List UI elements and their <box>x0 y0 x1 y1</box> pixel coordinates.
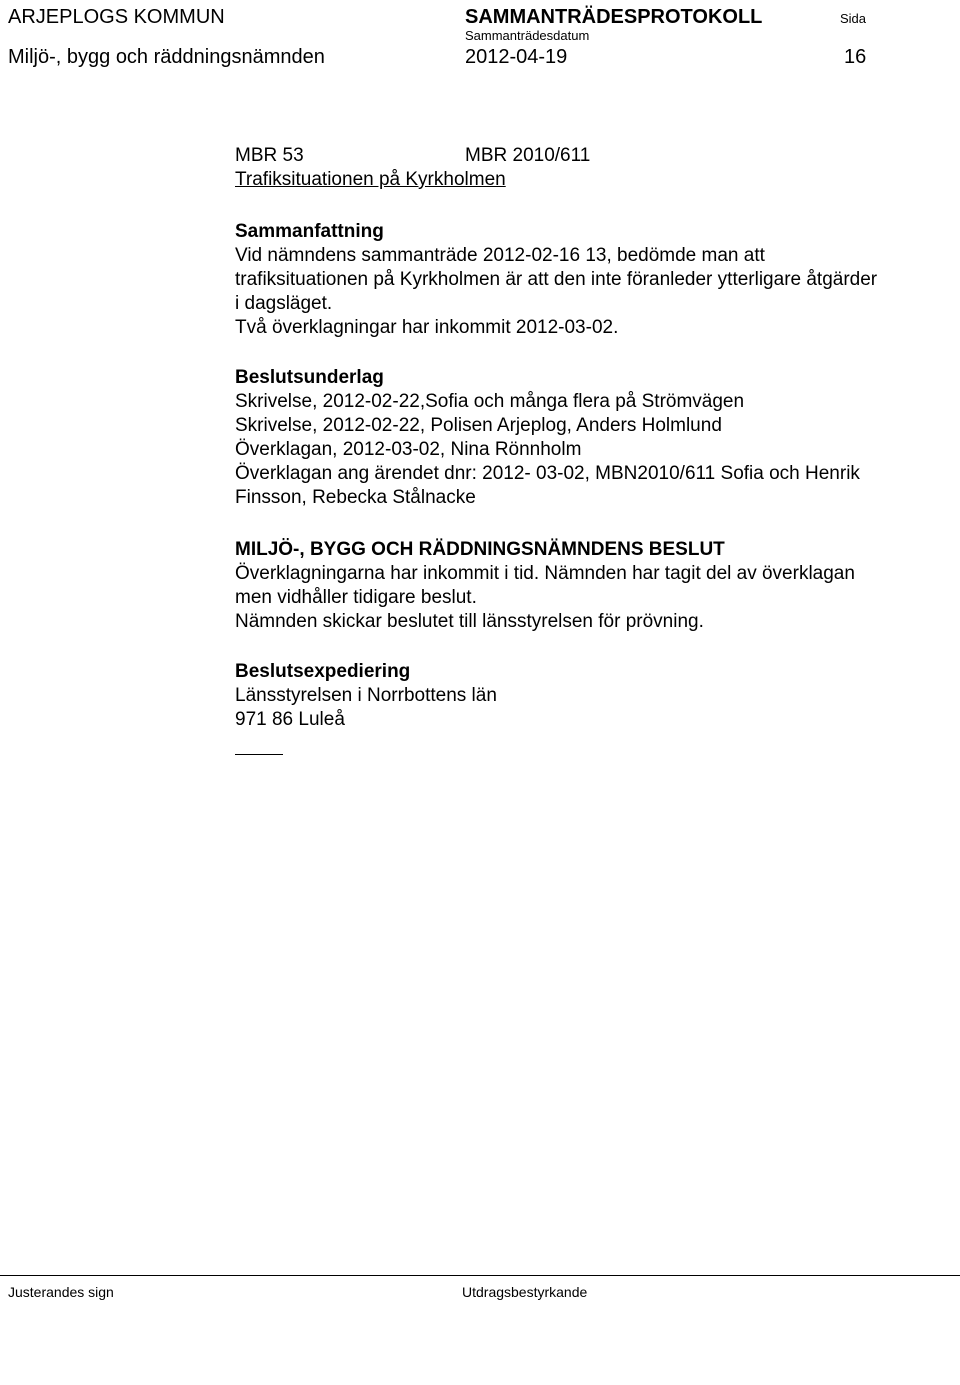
footer-divider <box>0 1275 960 1276</box>
case-title: Trafiksituationen på Kyrkholmen <box>235 169 506 190</box>
date-label: Sammanträdesdatum <box>465 28 590 43</box>
summary-section <box>235 220 945 340</box>
page-label: Sida <box>840 11 867 26</box>
dispatch-heading: Beslutsexpediering <box>235 661 411 682</box>
committee-name: Miljö-, bygg och räddningsnämnden <box>8 46 325 68</box>
decision-section <box>235 538 945 634</box>
page-number: 16 <box>844 46 867 68</box>
municipality-name: ARJEPLOGS KOMMUN <box>8 6 225 28</box>
end-separator <box>235 754 283 755</box>
case-block <box>235 144 945 192</box>
summary-line: Vid nämndens sammanträde 2012-02-16 13, bedömde man att <box>235 245 765 266</box>
document-type: SAMMANTRÄDESPROTOKOLL <box>465 6 763 28</box>
decision-line: Överklagningarna har inkommit i tid. Nämnden har tagit del av överklagan <box>235 563 855 584</box>
footer-justification-signature: Justerandes sign <box>8 1284 114 1300</box>
summary-line: trafiksituationen på Kyrkholmen är att den inte föranleder ytterligare åtgärder <box>235 269 878 290</box>
basis-line: Skrivelse, 2012-02-22,Sofia och många flera på Strömvägen <box>235 391 745 412</box>
basis-section <box>235 366 945 510</box>
footer-extract-certification: Utdragsbestyrkande <box>462 1284 588 1300</box>
summary-heading: Sammanfattning <box>235 221 384 242</box>
basis-line: Överklagan ang ärendet dnr: 2012- 03-02, MBN2010/611 Sofia och Henrik <box>235 463 860 484</box>
basis-line: Skrivelse, 2012-02-22, Polisen Arjeplog, Anders Holmlund <box>235 415 722 436</box>
summary-line: Två överklagningar har inkommit 2012-03-02. <box>235 317 619 338</box>
basis-line: Finsson, Rebecka Stålnacke <box>235 487 476 508</box>
decision-heading: MILJÖ-, BYGG OCH RÄDDNINGSNÄMNDENS BESLUT <box>235 539 725 560</box>
decision-line: men vidhåller tidigare beslut. <box>235 587 477 608</box>
case-id: MBR 53 <box>235 145 304 166</box>
dispatch-line: Länsstyrelsen i Norrbottens län <box>235 685 497 706</box>
basis-heading: Beslutsunderlag <box>235 367 384 388</box>
basis-line: Överklagan, 2012-03-02, Nina Rönnholm <box>235 439 582 460</box>
dispatch-line: 971 86 Luleå <box>235 709 345 730</box>
dispatch-section <box>235 660 945 732</box>
decision-line: Nämnden skickar beslutet till länsstyrelsen för prövning. <box>235 611 704 632</box>
meeting-date: 2012-04-19 <box>465 46 568 68</box>
summary-line: i dagsläget. <box>235 293 333 314</box>
case-ref: MBR 2010/611 <box>465 145 591 166</box>
